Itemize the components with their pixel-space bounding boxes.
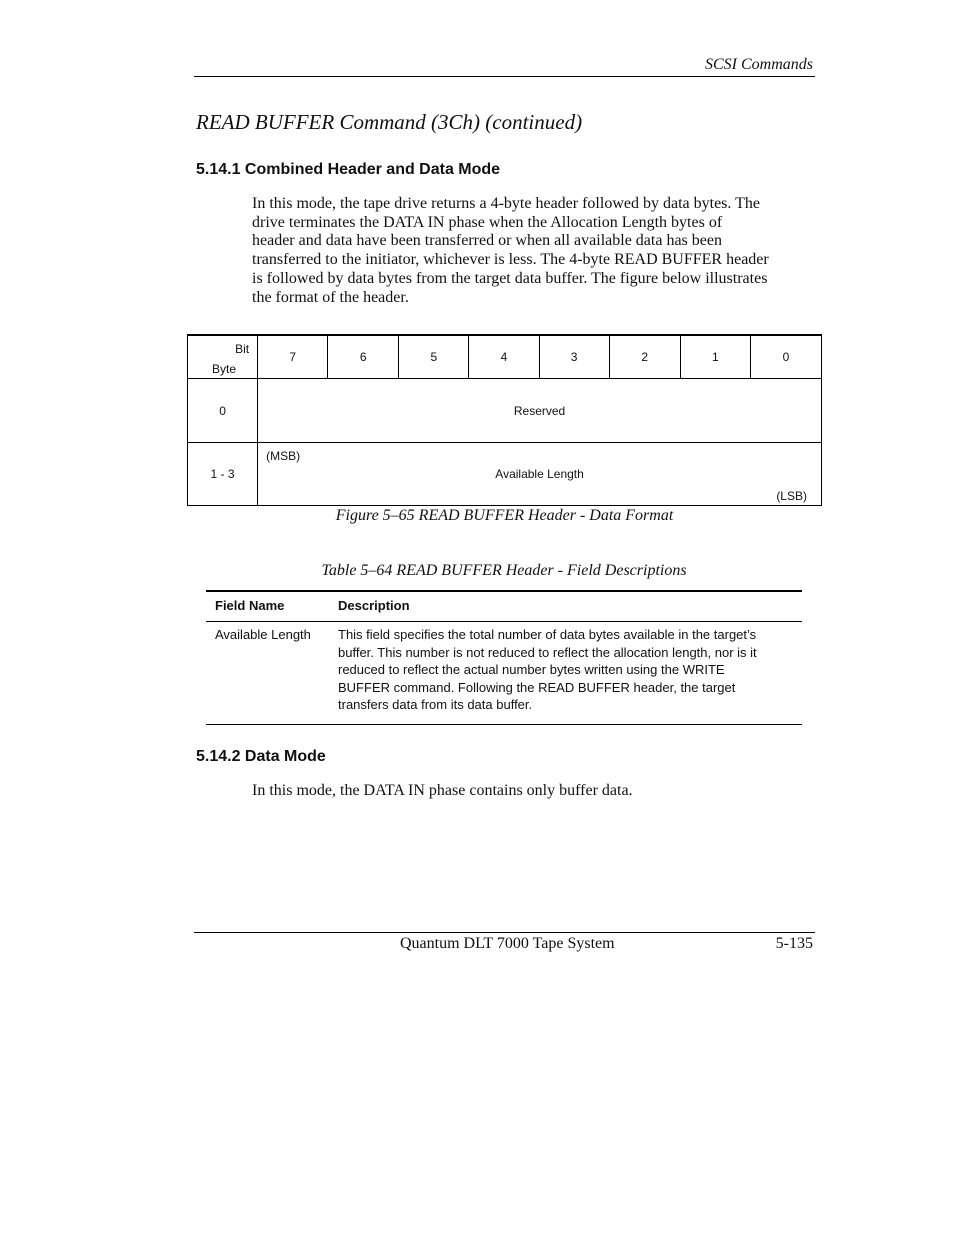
reserved-field-cell [258,379,822,443]
field-label: Available Length [495,467,584,481]
paragraph-line: is followed by data bytes from the target data buffer. The figure below illustrates [252,269,768,287]
bit-label: Bit [235,342,250,356]
table-caption: Table 5–64 READ BUFFER Header - Field Descriptions [321,562,687,579]
byte-label: Byte [212,362,237,376]
description-line: buffer. This number is not reduced to reflect the allocation length, nor is it [338,644,757,660]
subsection-heading-5-14-1: 5.14.1 Combined Header and Data Mode [196,161,501,178]
available-length-field-cell [258,443,822,506]
table-row [206,622,802,725]
footer-title: Quantum DLT 7000 Tape System [400,935,615,952]
description-line: This field specifies the total number of data bytes available in the target’s [338,627,757,642]
bit-byte-corner-cell [188,335,258,379]
header-rule [194,76,815,77]
field-descriptions-table [206,590,802,725]
paragraph-line: In this mode, the tape drive returns a 4-byte header followed by data bytes. The [252,195,760,212]
bit-header-cell: 2 [609,335,680,379]
subsection-paragraph-5-14-1 [252,195,812,307]
header-format-table [187,334,822,506]
paragraph-line: the format of the header. [252,288,409,306]
bit-header-cell: 6 [328,335,399,379]
lsb-label: (LSB) [776,489,807,503]
msb-label: (MSB) [266,449,301,463]
description-line: BUFFER command. Following the READ BUFFER header, the target [338,679,736,695]
description-line: reduced to reflect the actual number bytes written using the WRITE [338,662,725,678]
bit-header-cell: 3 [539,335,609,379]
figure-caption: Figure 5–65 READ BUFFER Header - Data Format [335,507,674,524]
byte-index-cell: 0 [188,379,258,443]
field-label: Reserved [513,403,566,418]
bit-header-cell: 1 [680,335,750,379]
bit-header-cell: 7 [258,335,328,379]
paragraph-line: drive terminates the DATA IN phase when the Allocation Length bytes of [252,213,723,231]
bit-header-cell: 4 [469,335,539,379]
column-header-description: Description [329,591,802,622]
subsection-heading-5-14-2: 5.14.2 Data Mode [196,748,326,765]
paragraph-line: header and data have been transferred or when all available data has been [252,232,722,250]
byte-index-cell: 1 - 3 [188,443,258,506]
bit-header-cell: 5 [399,335,469,379]
description-cell [329,622,802,725]
bit-header-cell: 0 [750,335,821,379]
field-name-cell: Available Length [206,622,329,725]
subsection-paragraph-5-14-2: In this mode, the DATA IN phase contains only buffer data. [252,782,633,799]
section-title: READ BUFFER Command (3Ch) (continued) [196,110,583,134]
description-line: transfers data from its data buffer. [338,697,533,713]
page-number: 5-135 [775,935,813,952]
footer-rule [194,932,815,933]
running-head: SCSI Commands [704,56,813,73]
paragraph-line: transferred to the initiator, whichever is less. The 4-byte READ BUFFER header [252,251,769,269]
column-header-field-name: Field Name [206,591,329,622]
